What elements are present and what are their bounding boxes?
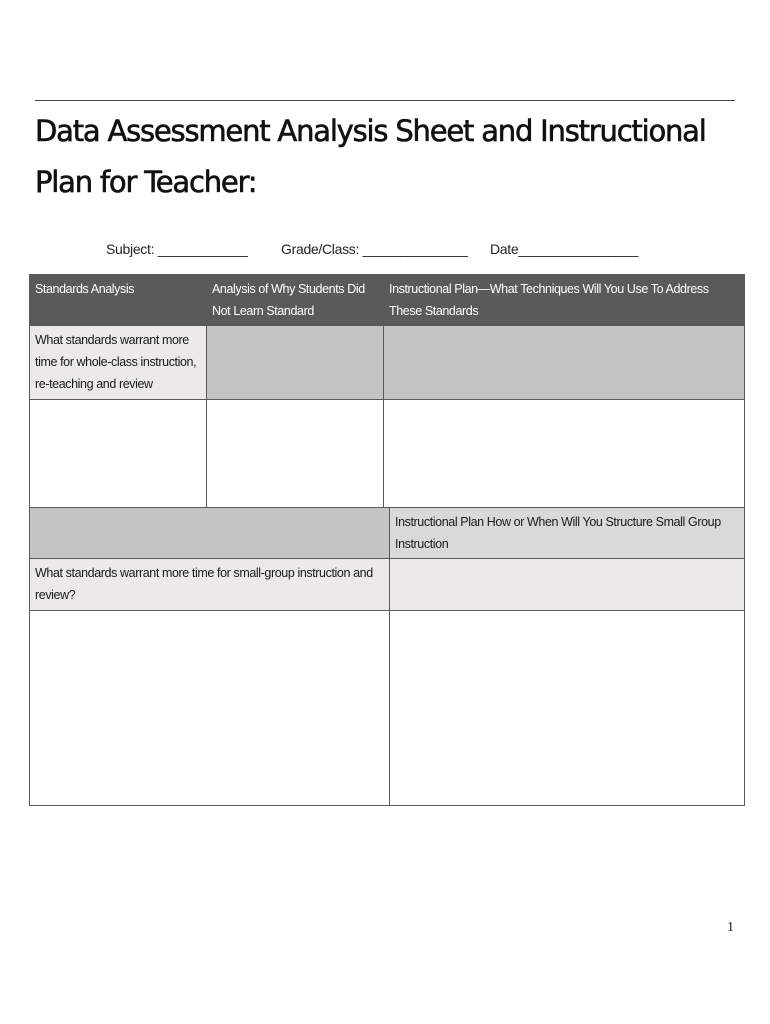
small-group-header-row	[30, 508, 745, 559]
why-not-learned-header: Analysis of Why Students Did Not Learn Standard	[207, 275, 384, 326]
analysis-entry-cell[interactable]	[207, 400, 384, 511]
top-rule	[35, 100, 735, 101]
instructional-plan-header: Instructional Plan—What Techniques Will You Use To Address These Standards	[384, 275, 745, 326]
grade-class-field[interactable]: Grade/Class: ______________	[281, 241, 468, 257]
standards-analysis-header: Standards Analysis	[30, 275, 207, 326]
whole-class-prompt-row	[30, 326, 745, 400]
plan-entry-cell[interactable]	[384, 400, 745, 511]
small-group-blank-header	[30, 508, 390, 559]
page-number: 1	[727, 920, 734, 935]
small-group-plan-entry[interactable]	[390, 611, 745, 806]
whole-class-gray-cell-2	[384, 326, 745, 400]
whole-class-header-row	[30, 275, 745, 326]
date-field[interactable]: Date________________	[490, 241, 639, 257]
small-group-prompt: What standards warrant more time for small-group instruction and review?	[30, 559, 390, 611]
page-title: Data Assessment Analysis Sheet and Instructional Plan for Teacher:	[35, 114, 706, 199]
whole-class-prompt: What standards warrant more time for whole-class instruction, re-teaching and review	[30, 326, 207, 400]
whole-class-gray-cell	[207, 326, 384, 400]
standards-entry-cell[interactable]	[30, 400, 207, 511]
whole-class-table	[29, 274, 745, 511]
whole-class-entry-row	[30, 400, 745, 511]
small-group-plan-header: Instructional Plan How or When Will You Structure Small Group Instruction	[390, 508, 745, 559]
subject-field[interactable]: Subject: ____________	[106, 241, 248, 257]
small-group-entry-row	[30, 611, 745, 806]
small-group-standards-entry[interactable]	[30, 611, 390, 806]
small-group-prompt-row	[30, 559, 745, 611]
small-group-prompt-blank	[390, 559, 745, 611]
small-group-table	[29, 507, 745, 806]
